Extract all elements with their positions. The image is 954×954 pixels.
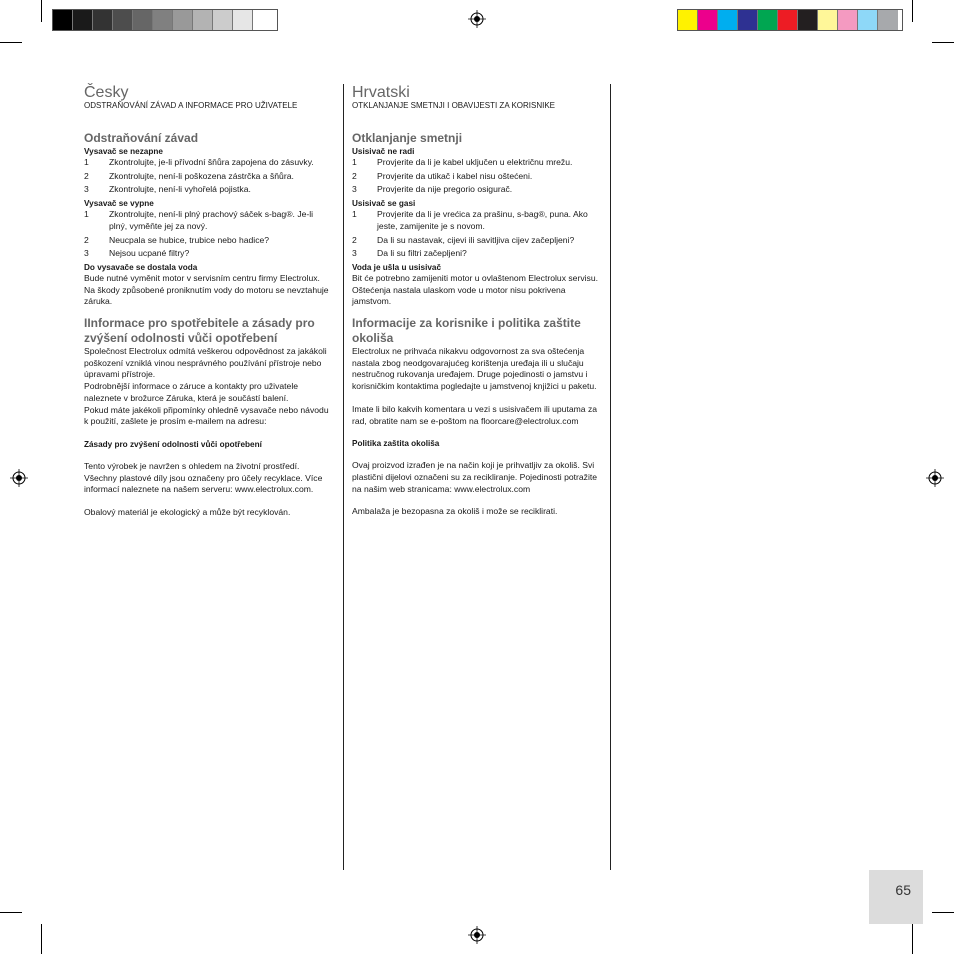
list-item xyxy=(84,209,330,232)
paragraph: Ovaj proizvod izrađen je na način koji je prihvatljiv za okoliš. Svi plastični dijelovi označeni su za recikliranje. Pojedinosti potražite na našim web stranicama: www.electrolux.com xyxy=(352,460,598,494)
color-swatch xyxy=(698,10,718,30)
list-item-number: 3 xyxy=(84,184,89,195)
list-item-number: 3 xyxy=(84,248,89,259)
croatian-column xyxy=(352,84,602,518)
color-swatch xyxy=(838,10,858,30)
color-swatch xyxy=(213,10,233,30)
paragraph: Podrobnější informace o záruce a kontakty pro uživatele naleznete v brožurce Záruka, která je součástí balení. xyxy=(84,381,299,403)
color-swatch xyxy=(193,10,213,30)
list-item xyxy=(352,171,602,183)
color-swatch xyxy=(818,10,838,30)
color-swatch xyxy=(233,10,253,30)
grayscale-calibration-bar xyxy=(52,9,278,31)
column-divider xyxy=(343,84,344,870)
language-title: Česky xyxy=(84,84,129,101)
crop-mark xyxy=(41,924,42,954)
list-item-text: Provjerite da utikač i kabel nisu oštećeni. xyxy=(377,170,533,181)
list-item xyxy=(84,171,330,183)
list-item-number: 1 xyxy=(352,209,357,220)
color-swatch xyxy=(53,10,73,30)
color-swatch xyxy=(153,10,173,30)
list-item xyxy=(84,157,330,169)
color-swatch xyxy=(678,10,698,30)
crop-mark xyxy=(912,924,913,954)
color-calibration-bar xyxy=(677,9,903,31)
list-item-number: 2 xyxy=(84,234,89,245)
list-item-text: Zkontrolujte, není-li poškozena zástrčka a šňůra. xyxy=(109,170,294,181)
page-number: 65 xyxy=(895,882,911,898)
registration-mark-icon xyxy=(468,10,486,28)
paragraph: Electrolux ne prihvaća nikakvu odgovornost za sva oštećenja nastala zbog neodgovarajućeg korištenja uređaja ili u slučaju nestručnog rukovanja uređajem. Druge pojedinosti o jamstvu i korisničkim kontaktima pogledajte u jamstvenoj knjižici u paketu. xyxy=(352,346,597,392)
color-swatch xyxy=(73,10,93,30)
list-item-text: Da li su nastavak, cijevi ili savitljiva cijev začepljeni? xyxy=(377,234,575,245)
list-item xyxy=(352,157,602,169)
list-item-number: 1 xyxy=(352,157,357,167)
problem-heading: Do vysavače se dostala voda xyxy=(84,262,198,272)
page-number-box xyxy=(869,870,923,924)
list-item xyxy=(84,248,330,260)
list-item-text: Provjerite da li je kabel uključen u električnu mrežu. xyxy=(377,157,573,167)
list-item-text: Provjerite da li je vrećica za prašinu, s-bag®, puna. Ako jeste, zamijenite je s novom. xyxy=(377,209,588,231)
list-item-text: Nejsou ucpané filtry? xyxy=(109,248,190,259)
color-swatch xyxy=(738,10,758,30)
paragraph: Imate li bilo kakvih komentara u vezi s usisivačem ili uputama za rad, obratite nam se e-poštom na floorcare@electrolux.com xyxy=(352,403,598,426)
problem-heading: Usisivač se gasi xyxy=(352,199,416,209)
list-item-number: 3 xyxy=(352,184,357,195)
czech-column xyxy=(84,84,330,519)
troubleshooting-heading: Odstraňování závad xyxy=(84,131,199,145)
color-swatch xyxy=(858,10,878,30)
paragraph: Tento výrobek je navržen s ohledem na životní prostředí. Všechny plastové díly jsou označeny pro účely recyklace. Více informací naleznete na našem serveru: www.electrolux.com. xyxy=(84,460,323,495)
problem-list xyxy=(352,157,602,196)
problem-heading: Voda je ušla u usisivač xyxy=(352,262,442,272)
list-item-number: 2 xyxy=(352,170,357,181)
problem-heading: Vysavač se nezapne xyxy=(84,147,163,156)
list-item-number: 3 xyxy=(352,248,357,259)
list-item xyxy=(352,248,602,260)
color-swatch xyxy=(173,10,193,30)
list-item xyxy=(84,235,330,247)
color-swatch xyxy=(878,10,898,30)
problem-text: Bit će potrebno zamijeniti motor u ovlaštenom Electrolux servisu. Oštećenja nastala ulaskom vode u motor nisu pokrivena jamstvom. xyxy=(352,272,598,307)
color-swatch xyxy=(133,10,153,30)
color-swatch xyxy=(798,10,818,30)
problem-text: Bude nutné vyměnit motor v servisním centru firmy Electrolux. Na škody způsobené proniknutím vody do motoru se nevztahuje záruka. xyxy=(84,272,329,307)
list-item xyxy=(352,209,602,232)
list-item-number: 1 xyxy=(84,157,89,167)
color-swatch xyxy=(253,10,273,30)
crop-mark xyxy=(41,0,42,22)
crop-mark xyxy=(0,912,22,913)
list-item-number: 2 xyxy=(352,234,357,245)
consumer-info-heading: Informacije za korisnike i politika zaštite okoliša xyxy=(352,316,581,346)
crop-mark xyxy=(932,42,954,43)
list-item-text: Neucpala se hubice, trubice nebo hadice? xyxy=(109,234,270,245)
crop-mark xyxy=(0,42,22,43)
list-item xyxy=(352,235,602,247)
color-swatch xyxy=(778,10,798,30)
list-item-number: 2 xyxy=(84,170,89,181)
list-item-text: Zkontrolujte, je-li přívodní šňůra zapojena do zásuvky. xyxy=(109,157,314,167)
consumer-info-heading: IInformace pro spotřebitele a zásady pro zvýšení odolnosti vůči opotřebení xyxy=(84,316,315,346)
list-item xyxy=(84,184,330,196)
registration-mark-icon xyxy=(10,469,28,487)
paragraph: Pokud máte jakékoli připomínky ohledně vysavače nebo návodu k použití, zašlete je prosím e-mailem na adresu: xyxy=(84,404,329,427)
problem-list xyxy=(84,157,330,196)
problem-list xyxy=(352,209,602,260)
color-swatch xyxy=(113,10,133,30)
registration-mark-icon xyxy=(926,469,944,487)
problem-heading: Usisivač ne radi xyxy=(352,147,415,156)
problem-list xyxy=(84,209,330,260)
crop-mark xyxy=(912,0,913,22)
problem-heading: Vysavač se vypne xyxy=(84,199,154,209)
color-swatch xyxy=(718,10,738,30)
section-subtitle: ODSTRAŇOVÁNÍ ZÁVAD A INFORMACE PRO UŽIVATELE xyxy=(84,101,298,110)
paragraph: Ambalaža je bezopasna za okoliš i može se reciklirati. xyxy=(352,506,558,517)
color-swatch xyxy=(758,10,778,30)
environment-heading: Politika zaštita okoliša xyxy=(352,439,440,449)
registration-mark-icon xyxy=(468,926,486,944)
troubleshooting-heading: Otklanjanje smetnji xyxy=(352,131,463,145)
paragraph: Obalový materiál je ekologický a může být recyklován. xyxy=(84,507,291,518)
list-item xyxy=(352,184,602,196)
list-item-text: Zkontrolujte, není-li vyhořelá pojistka. xyxy=(109,184,251,195)
paragraph: Společnost Electrolux odmítá veškerou odpovědnost za jakákoli poškození vzniklá vinou nesprávného používání přístroje nebo úpravami přístroje. xyxy=(84,346,327,380)
list-item-text: Zkontrolujte, není-li plný prachový sáček s-bag®. Je-li plný, vyměňte jej za nový. xyxy=(109,209,314,231)
color-swatch xyxy=(93,10,113,30)
section-subtitle: OTKLANJANJE SMETNJI I OBAVIJESTI ZA KORISNIKE xyxy=(352,101,556,110)
language-title: Hrvatski xyxy=(352,84,410,101)
column-divider xyxy=(610,84,611,870)
list-item-text: Provjerite da nije pregorio osigurač. xyxy=(377,184,513,195)
environment-heading: Zásady pro zvýšení odolnosti vůči opotřebení xyxy=(84,439,262,449)
crop-mark xyxy=(932,912,954,913)
list-item-text: Da li su filtri začepljeni? xyxy=(377,248,467,259)
list-item-number: 1 xyxy=(84,209,89,220)
